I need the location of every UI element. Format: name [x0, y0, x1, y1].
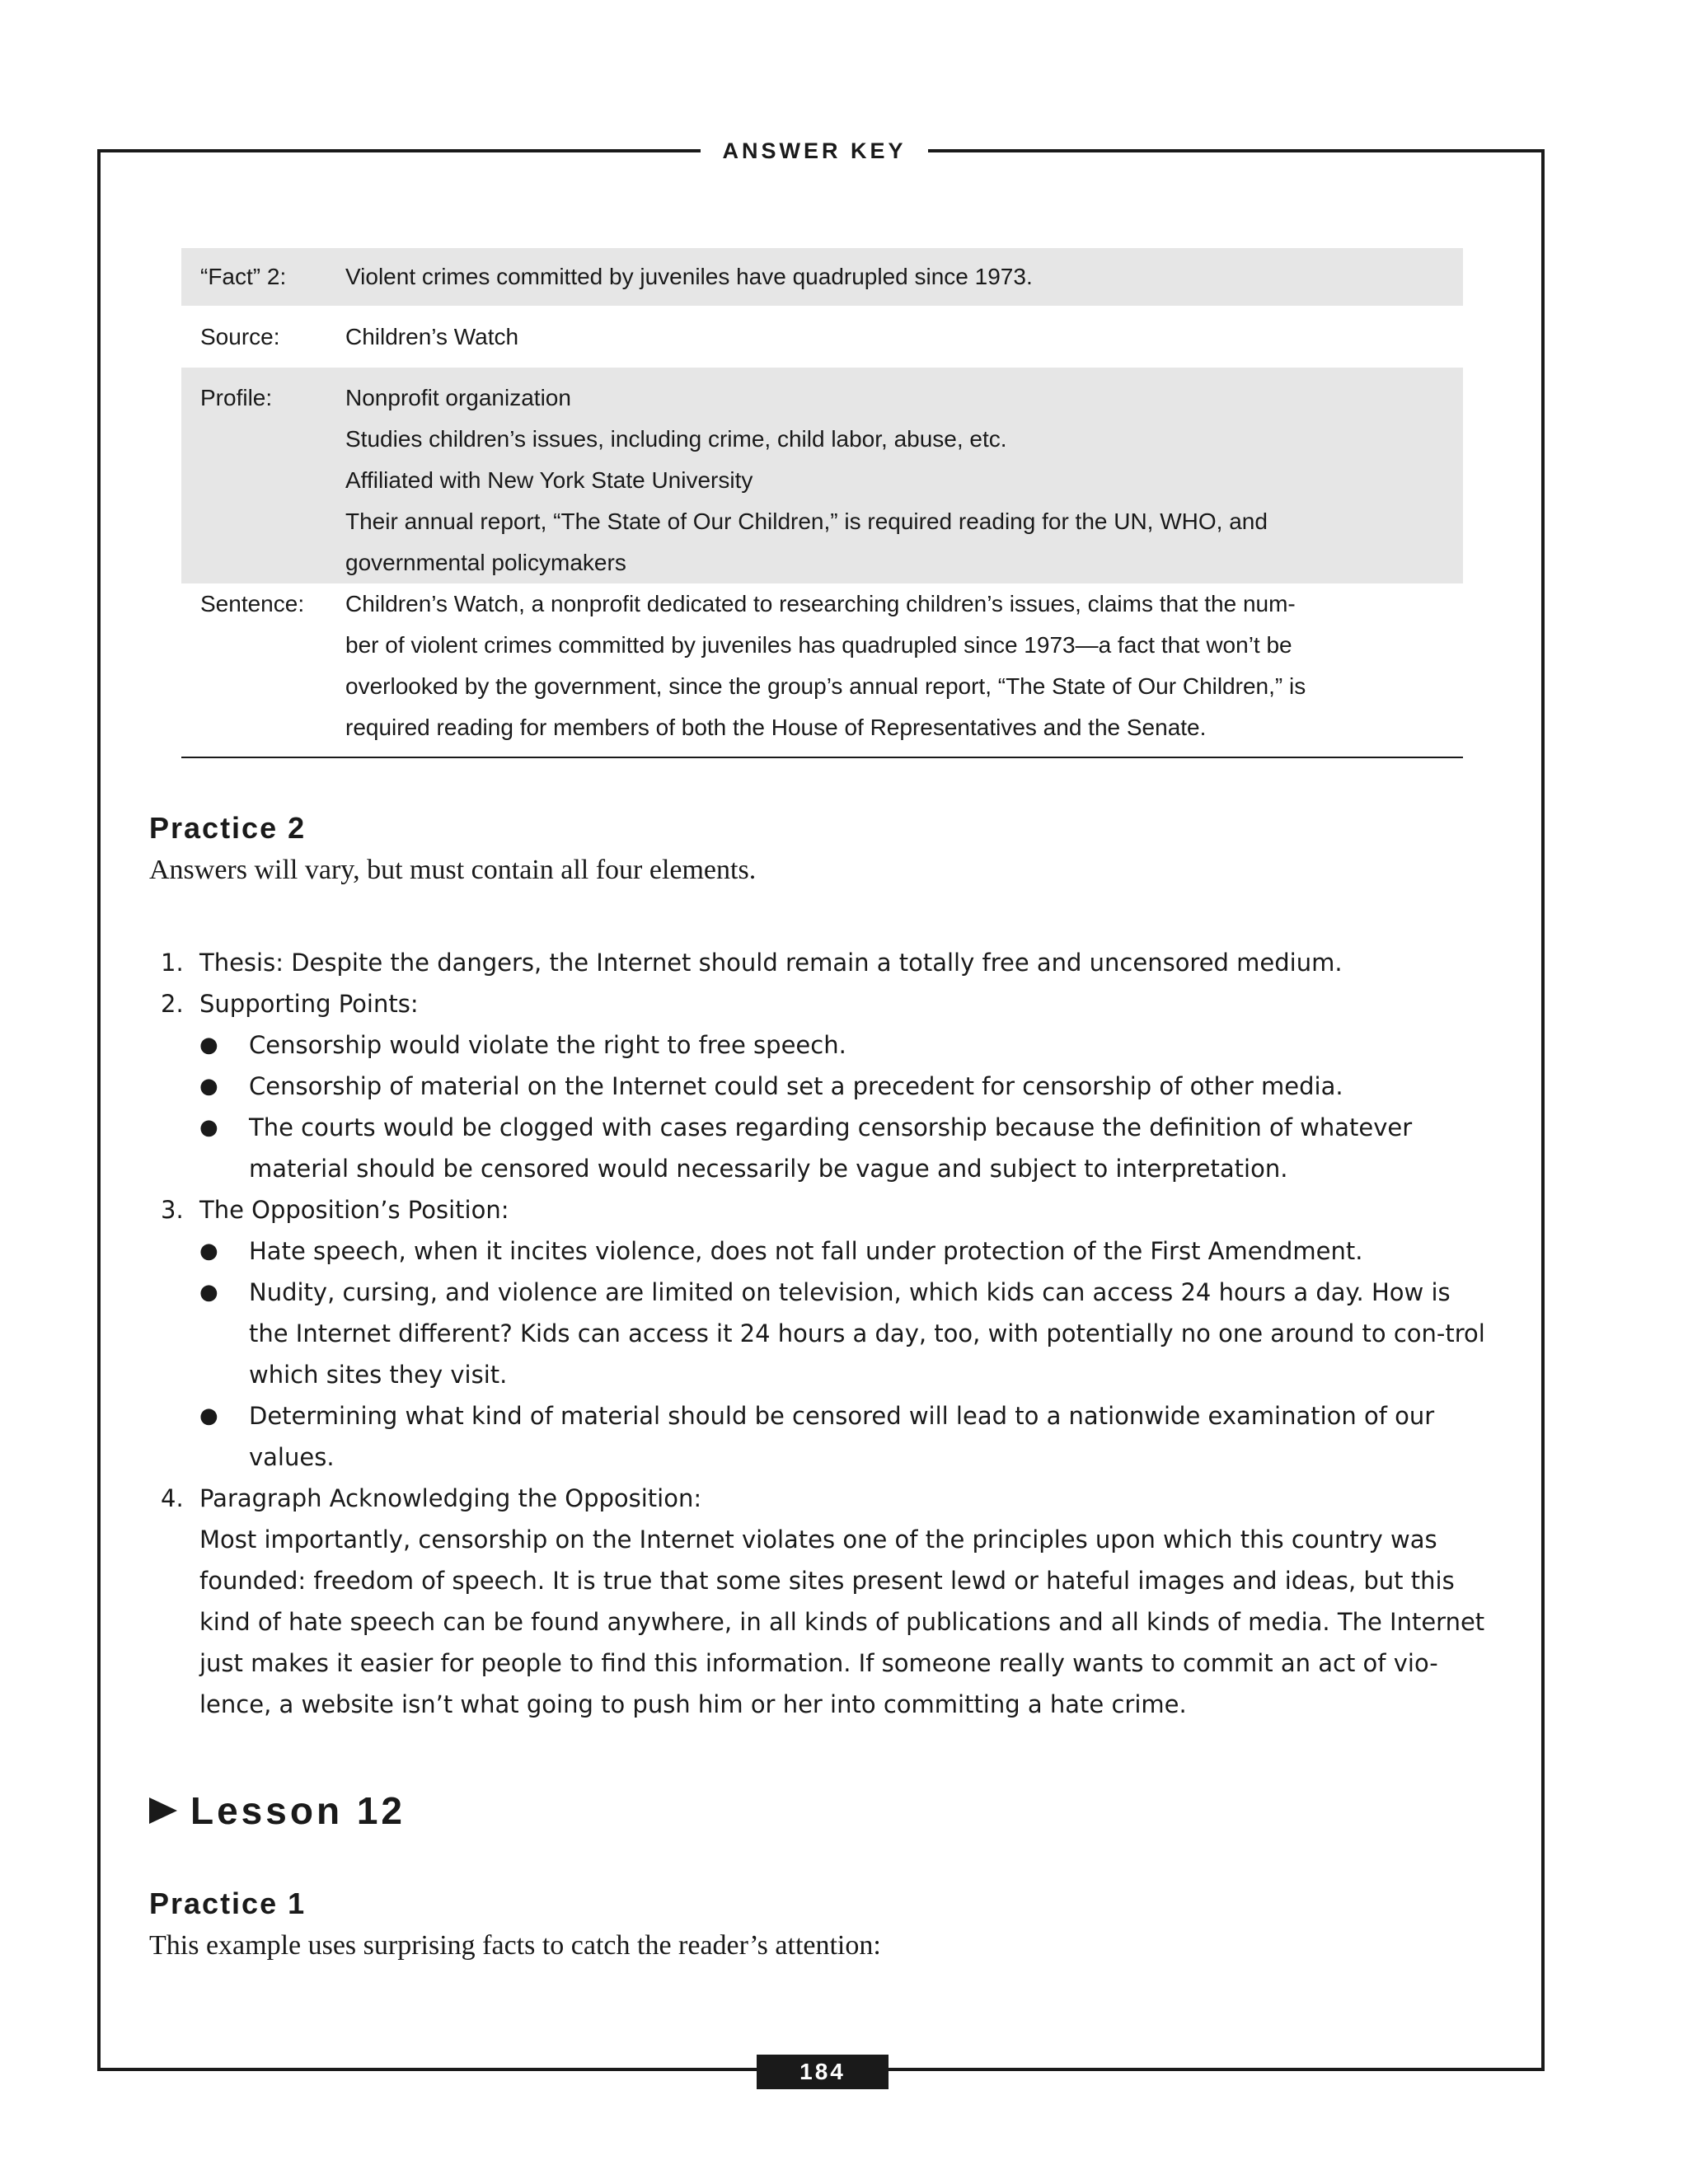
item-number: 2.: [161, 990, 184, 1018]
bullet-item: ● Hate speech, when it incites violence, does not fall under protection of the First Amendment.: [199, 1230, 1488, 1272]
answer-key-header: ANSWER KEY: [701, 137, 928, 165]
bullet-item: ● Censorship of material on the Internet could set a precedent for censorship of other media.: [199, 1066, 1488, 1107]
item-number: 3.: [161, 1196, 184, 1224]
bullet-icon: ●: [199, 1280, 218, 1305]
lesson-heading: [149, 1788, 406, 1833]
fact-table: [181, 248, 1463, 758]
practice-1-intro: This example uses surprising facts to catch the reader’s attention:: [149, 1930, 881, 1961]
list-item: [152, 942, 1488, 983]
sentence-line: required reading for members of both the House of Representatives and the Senate.: [345, 715, 1207, 740]
bullet-icon: ●: [199, 1115, 218, 1140]
answer-list: [152, 942, 1488, 1725]
sentence-line: ber of violent crimes committed by juveniles has quadrupled since 1973—a fact that won’t be: [345, 632, 1292, 658]
practice-1-heading: Practice 1: [149, 1886, 307, 1920]
fact-value: Violent crimes committed by juveniles have quadrupled since 1973.: [345, 264, 1033, 289]
fact-row: [181, 248, 1463, 306]
bullet-icon: ●: [199, 1033, 218, 1057]
profile-line: Studies children’s issues, including crime, child labor, abuse, etc.: [345, 426, 1007, 452]
opposition-paragraph: Most importantly, censorship on the Internet violates one of the principles upon which this country was founded: freedom of speech. It is true that some sites present lewd or hateful images and ideas, but this kind of hate speech can be found anywhere, in all kinds of publications and all kinds of media. The Internet just makes it easier for people to find this information. If someone really wants to commit an act of vio-lence, a website isn’t what going to push him or her into committing a hate crime.: [199, 1526, 1485, 1718]
profile-line: Affiliated with New York State University: [345, 467, 753, 493]
item-text: The Opposition’s Position:: [199, 1196, 509, 1224]
source-row: [181, 306, 1463, 368]
profile-label: Profile:: [200, 385, 273, 410]
practice-2-heading: Practice 2: [149, 811, 307, 845]
item-number: 1.: [161, 949, 184, 977]
sentence-row: [181, 583, 1463, 757]
profile-line: Their annual report, “The State of Our Children,” is required reading for the UN, WHO, and: [345, 509, 1268, 534]
bullet-icon: ●: [199, 1404, 218, 1428]
lesson-title: Lesson 12: [190, 1789, 406, 1832]
item-text: Thesis: Despite the dangers, the Internet should remain a totally free and uncensored medium.: [199, 949, 1343, 977]
sentence-label: Sentence:: [200, 591, 305, 616]
triangle-right-icon: [149, 1797, 177, 1824]
bullet-item: ● Censorship would violate the right to free speech.: [199, 1024, 1488, 1066]
page-number: 184: [757, 2055, 889, 2089]
fact-label: “Fact” 2:: [200, 264, 287, 289]
item-number: 4.: [161, 1484, 184, 1512]
source-label: Source:: [200, 323, 280, 349]
list-item: [152, 1189, 1488, 1478]
sentence-line: Children’s Watch, a nonprofit dedicated to researching children’s issues, claims that the num-: [345, 591, 1296, 616]
bullet-item: ● The courts would be clogged with cases regarding censorship because the definition of whatever material should be censored would necessarily be vague and subject to interpretation.: [199, 1107, 1488, 1189]
list-item: [152, 1478, 1488, 1725]
profile-line: Nonprofit organization: [345, 385, 571, 410]
profile-line: governmental policymakers: [345, 550, 626, 575]
bullet-item: ● Determining what kind of material should be censored will lead to a nationwide examination of our values.: [199, 1395, 1488, 1478]
sentence-line: overlooked by the government, since the group’s annual report, “The State of Our Children,” is: [345, 673, 1306, 699]
practice-2-intro: Answers will vary, but must contain all four elements.: [149, 855, 757, 885]
source-value: Children’s Watch: [345, 323, 519, 349]
list-item: [152, 983, 1488, 1189]
item-text: Paragraph Acknowledging the Opposition:: [199, 1484, 702, 1512]
bullet-icon: ●: [199, 1239, 218, 1263]
profile-row: [181, 368, 1463, 583]
bullet-icon: ●: [199, 1074, 218, 1099]
item-text: Supporting Points:: [199, 990, 419, 1018]
bullet-item: ● Nudity, cursing, and violence are limited on television, which kids can access 24 hours a day. How is the Internet different? Kids can access it 24 hours a day, too, with potentially no one around to con-trol which sites they visit.: [199, 1272, 1488, 1395]
